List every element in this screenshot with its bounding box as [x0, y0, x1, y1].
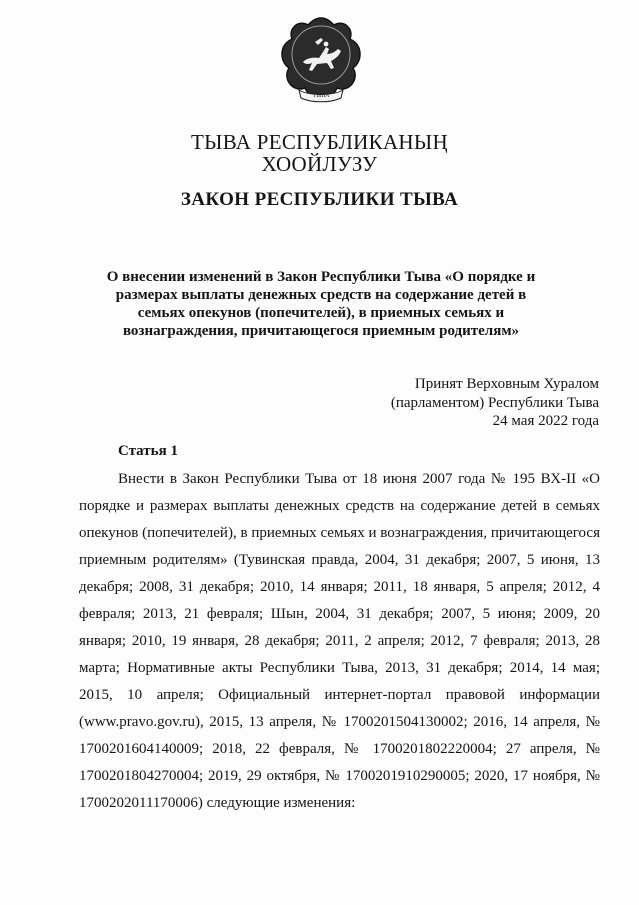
- parliament-name-line2: ХООЙЛУЗУ: [261, 152, 378, 176]
- tuva-coat-of-arms-icon: [279, 16, 363, 108]
- emblem-text: ТЫВА: [312, 93, 330, 99]
- adoption-date: 24 мая 2022 года: [492, 413, 599, 429]
- adoption-line1: Принят Верховным Хуралом: [414, 376, 599, 392]
- parliament-name: [0, 131, 639, 175]
- article-title: Статья 1: [118, 443, 178, 459]
- parliament-name-line1: ТЫВА РЕСПУБЛИКАНЫҢ: [191, 130, 448, 154]
- article-body: Внести в Закон Республики Тыва от 18 июня 2007 года № 195 ВХ-II «О порядке и размерах выплаты денежных средств на содержание детей в семьях опекунов (попечителей), в приемных семьях и вознаграждения, причитающегося приемным родителям» (Тувинская правда, 2004, 31 декабря; 2007, 5 июня, 13 декабря; 2008, 31 декабря; 2010, 14 января; 2011, 18 января, 5 апреля; 2012, 4 февраля; 2013, 21 февраля; Шын, 2004, 31 декабря; 2007, 5 июня; 2009, 20 января; 2010, 19 января, 28 декабря; 2011, 2 апреля; 2012, 7 февраля; 2013, 28 марта; Нормативные акты Республики Тыва, 2013, 31 декабря; 2014, 14 мая; 2015, 10 апреля; Официальный интернет-портал правовой информации (www.pravo.gov.ru), 2015, 13 апреля, № 1700201504130002; 2016, 14 апреля, № 1700201604140009; 2018, 22 февраля, № 1700201802220004; 27 апреля, № 1700201804270004; 2019, 29 октября, № 1700201910290005; 2020, 17 ноября, № 1700202011170006) следующие изменения:: [79, 471, 600, 811]
- law-subject: О внесении изменений в Закон Республики Тыва «О порядке и размерах выплаты денежных средств на содержание детей в семьях опекунов (попечителей), в приемных семьях и вознаграждения, причитающегося приемным родителям»: [106, 269, 536, 339]
- adoption-line2: (парламентом) Республики Тыва: [390, 394, 599, 411]
- adoption-info: [391, 375, 599, 431]
- law-heading: ЗАКОН РЕСПУБЛИКИ ТЫВА: [180, 189, 459, 210]
